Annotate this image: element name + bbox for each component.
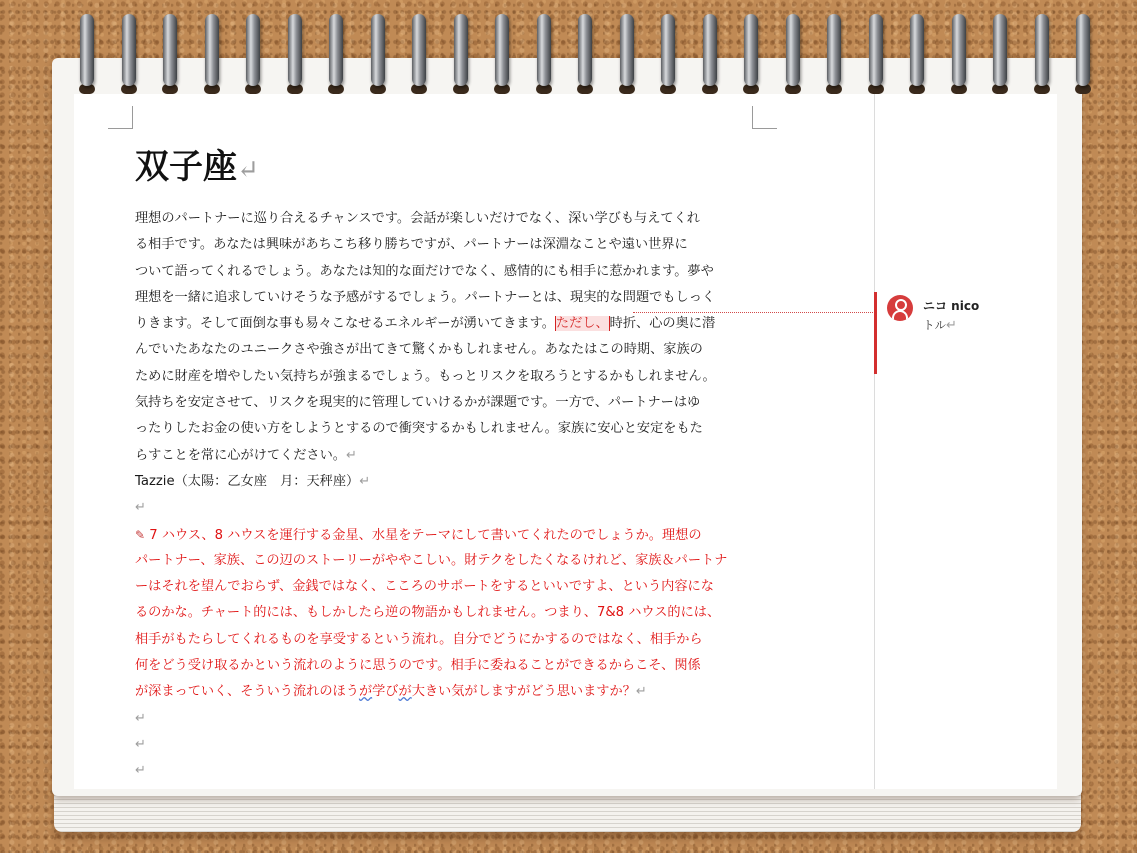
commented-text-highlight[interactable]: ただし、 — [555, 316, 609, 332]
paragraph-mark: ↵ — [237, 155, 259, 185]
spiral-ring — [661, 14, 675, 86]
spiral-ring — [1076, 14, 1090, 86]
signature-line: Tazzie（太陽：乙女座 月：天秤座）↵ — [135, 473, 371, 489]
spiral-ring — [288, 14, 302, 86]
paragraph-mark: ↵ — [635, 684, 647, 700]
crop-mark-top-right — [752, 106, 777, 129]
paragraph-mark: ↵ — [359, 473, 371, 489]
spiral-ring — [910, 14, 924, 86]
text-line: ついて語ってくれるでしょう。あなたは知的な面だけでなく、感情的にも相手に惹かれます。夢や — [135, 263, 714, 279]
comment-text[interactable]: トル↵ — [923, 318, 957, 333]
empty-paragraph[interactable]: ↵ — [135, 736, 146, 752]
text-line: らすことを常に心がけてください。↵ — [135, 447, 357, 463]
spiral-ring — [329, 14, 343, 86]
text-line: 理想を一緒に追求していけそうな予感がするでしょう。パートナーとは、現実的な問題でもしっく — [135, 289, 716, 305]
empty-paragraph: ↵ — [135, 500, 146, 516]
spiral-ring — [1035, 14, 1049, 86]
grammar-squiggle[interactable]: が — [398, 684, 412, 700]
spiral-ring — [371, 14, 385, 86]
comment-author: ニコ nico — [923, 299, 980, 313]
comment-connector-line — [633, 312, 873, 313]
notebook-page-stack — [54, 792, 1081, 832]
spiral-ring — [412, 14, 426, 86]
text-line: パートナー、家族、この辺のストーリーがややこしい。財テクをしたくなるけれど、家族＆パートナ — [135, 552, 728, 568]
paragraph-mark: ↵ — [946, 318, 957, 333]
spiral-ring — [80, 14, 94, 86]
spiral-ring — [827, 14, 841, 86]
text-line: る相手です。あなたは興味があちこち移り勝ちですが、パートナーは深淵なことや遠い世界に — [135, 237, 688, 253]
document-body[interactable] — [135, 142, 755, 785]
text-line: ために財産を増やしたい気持ちが強まるでしょう。もっとリスクを取ろうとするかもしれません。 — [135, 368, 716, 384]
text-line: んでいたあなたのユニークさや強さが出てきて驚くかもしれません。あなたはこの時期、家族の — [135, 342, 703, 358]
document-title[interactable]: 双子座↵ — [135, 147, 259, 187]
editor-note-paragraph[interactable] — [135, 522, 755, 706]
spiral-ring — [744, 14, 758, 86]
comment-accent-bar — [874, 292, 877, 374]
empty-paragraph[interactable]: ↵ — [135, 763, 146, 779]
text-line: 相手がもたらしてくれるものを享受するという流れ。自分でどうにかするのではなく、相手から — [135, 631, 703, 647]
spiral-ring — [537, 14, 551, 86]
spiral-ring — [786, 14, 800, 86]
spiral-ring — [703, 14, 717, 86]
text-line: 気持ちを安定させて、リスクを現実的に管理していけるかが課題です。一方で、パートナーはゆ — [135, 395, 701, 411]
grammar-squiggle[interactable]: が — [358, 684, 373, 700]
spiral-ring — [952, 14, 966, 86]
spiral-ring — [620, 14, 634, 86]
comment-pane — [874, 94, 1057, 789]
spiral-ring — [454, 14, 468, 86]
text-line: ーはそれを望んでおらず、金銭ではなく、こころのサポートをするといいですよ、という内容にな — [135, 579, 714, 595]
spiral-ring — [205, 14, 219, 86]
spiral-binding — [0, 14, 1137, 94]
empty-paragraphs — [135, 706, 755, 785]
text-line: が深まっていく、そういう流れのほうが学びが大きい気がしますがどう思いますか？↵ — [135, 684, 647, 700]
crop-mark-top-left — [108, 106, 133, 129]
horoscope-paragraph[interactable] — [135, 206, 755, 522]
spiral-ring — [993, 14, 1007, 86]
text-line: りきます。そして面倒な事も易々こなせるエネルギーが湧いてきます。ただし、時折、心の奥に潜 — [135, 316, 716, 332]
empty-paragraph[interactable]: ↵ — [135, 710, 146, 726]
spiral-ring — [495, 14, 509, 86]
spiral-ring — [163, 14, 177, 86]
text-line: 何をどう受け取るかという流れのように思うのです。相手に委ねることができるからこそ、関係 — [135, 658, 701, 674]
spiral-ring — [246, 14, 260, 86]
pencil-icon: ✎ — [135, 527, 146, 542]
avatar-body — [892, 310, 908, 321]
text-line: るのかな。チャート的には、もしかしたら逆の物語かもしれません。つまり、7&8 ハウス的には、 — [135, 605, 721, 621]
spiral-ring — [578, 14, 592, 86]
paragraph-mark: ↵ — [346, 447, 357, 463]
text-line: 理想のパートナーに巡り合えるチャンスです。会話が楽しいだけでなく、深い学びも与えてくれ — [135, 211, 700, 226]
text-line: ったりしたお金の使い方をしようとするので衝突するかもしれません。家族に安心と安定をもた — [135, 421, 703, 437]
text-line: ✎ 7 ハウス、8 ハウスを運行する金星、水星をテーマにして書いてくれたのでしょうか。理想の — [135, 527, 702, 543]
spiral-ring — [869, 14, 883, 86]
spiral-ring — [122, 14, 136, 86]
user-icon[interactable] — [887, 295, 913, 321]
